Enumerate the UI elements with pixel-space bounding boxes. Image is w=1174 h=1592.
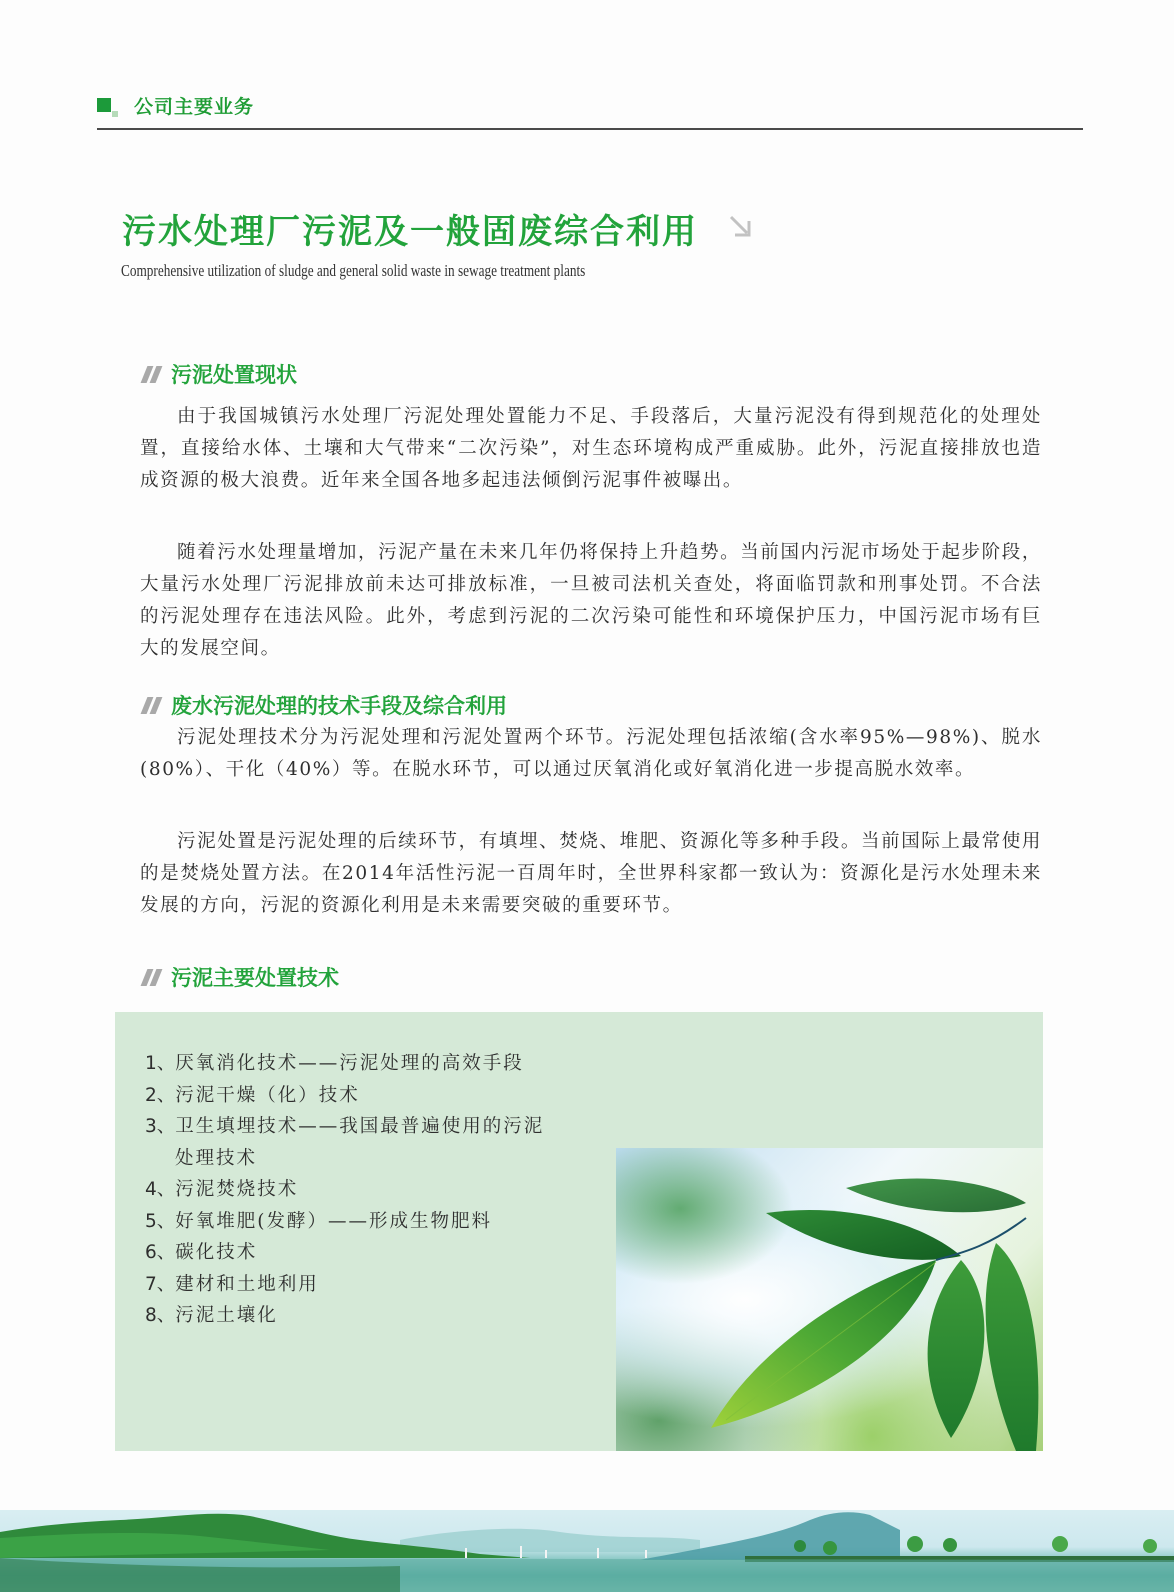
section-heading-main-tech (139, 962, 339, 992)
list-item: 7、建材和土地利用 (145, 1273, 319, 1295)
list-item: 8、污泥土壤化 (145, 1305, 278, 1326)
list-item: 1、厌氧消化技术——污泥处理的高效手段 (145, 1053, 524, 1074)
list-item: 6、碳化技术 (145, 1242, 258, 1263)
double-slash-icon (139, 967, 165, 987)
paragraph: 随着污水处理量增加，污泥产量在未来几年仍将保持上升趋势。当前国内污泥市场处于起步阶段，大量污水处理厂污泥排放前未达可排放标准，一旦被司法机关查处，将面临罚款和刑事处罚。不合法的污泥处理存在违法风险。此外，考虑到污泥的二次污染可能性和环境保护压力，中国污泥市场有巨大的发展空间。 (140, 542, 1042, 659)
green-leaves-photo (616, 1148, 1043, 1451)
page-header (97, 92, 1083, 130)
section-heading-techniques (139, 690, 507, 720)
square-bullet-icon (97, 98, 111, 112)
list-item-continuation: 处理技术 (175, 1147, 258, 1169)
paragraph: 污泥处理技术分为污泥处理和污泥处置两个环节。污泥处理包括浓缩(含水率95%—98%)、脱水(80%）、干化（40%）等。在脱水环节，可以通过厌氧消化或好氧消化进一步提高脱水效率。 (140, 727, 1042, 780)
double-slash-icon (139, 364, 165, 384)
leaves-illustration (616, 1148, 1043, 1451)
page-subtitle: Comprehensive utilization of sludge and general solid waste in sewage treatment plants (121, 261, 586, 280)
section-heading-text: 废水污泥处理的技术手段及综合利用 (171, 694, 507, 718)
list-item: 3、卫生填埋技术——我国最普遍使用的污泥 (145, 1116, 545, 1137)
section-heading-status (139, 359, 297, 389)
section-heading-text: 污泥主要处置技术 (171, 966, 339, 990)
small-square-icon (112, 111, 118, 117)
list-item: 2、污泥干燥（化）技术 (145, 1084, 360, 1106)
section-heading-text: 污泥处置现状 (171, 363, 297, 387)
landscape-illustration (0, 1510, 1174, 1592)
list-item: 4、污泥焚烧技术 (145, 1179, 299, 1200)
page-title: 污水处理厂污泥及一般固废综合利用 (122, 212, 698, 252)
lake-landscape-banner (0, 1510, 1174, 1592)
list-item: 5、好氧堆肥(发酵）——形成生物肥料 (145, 1210, 492, 1232)
paragraph: 由于我国城镇污水处理厂污泥处理处置能力不足、手段落后，大量污泥没有得到规范化的处理处置，直接给水体、土壤和大气带来“二次污染”，对生态环境构成严重威胁。此外，污泥直接排放也造成资源的极大浪费。近年来全国各地多起违法倾倒污泥事件被曝出。 (140, 406, 1042, 491)
tech-list (145, 1048, 544, 1332)
header-title: 公司主要业务 (134, 96, 255, 118)
double-slash-icon (139, 695, 165, 715)
paragraph: 污泥处置是污泥处理的后续环节，有填埋、焚烧、堆肥、资源化等多种手段。当前国际上最常使用的是焚烧处置方法。在2014年活性污泥一百周年时，全世界科家都一致认为：资源化是污水处理未来发展的方向，污泥的资源化利用是未来需要突破的重要环节。 (140, 831, 1042, 916)
arrow-down-right-icon (728, 214, 752, 238)
tech-list-panel (115, 1012, 1043, 1451)
